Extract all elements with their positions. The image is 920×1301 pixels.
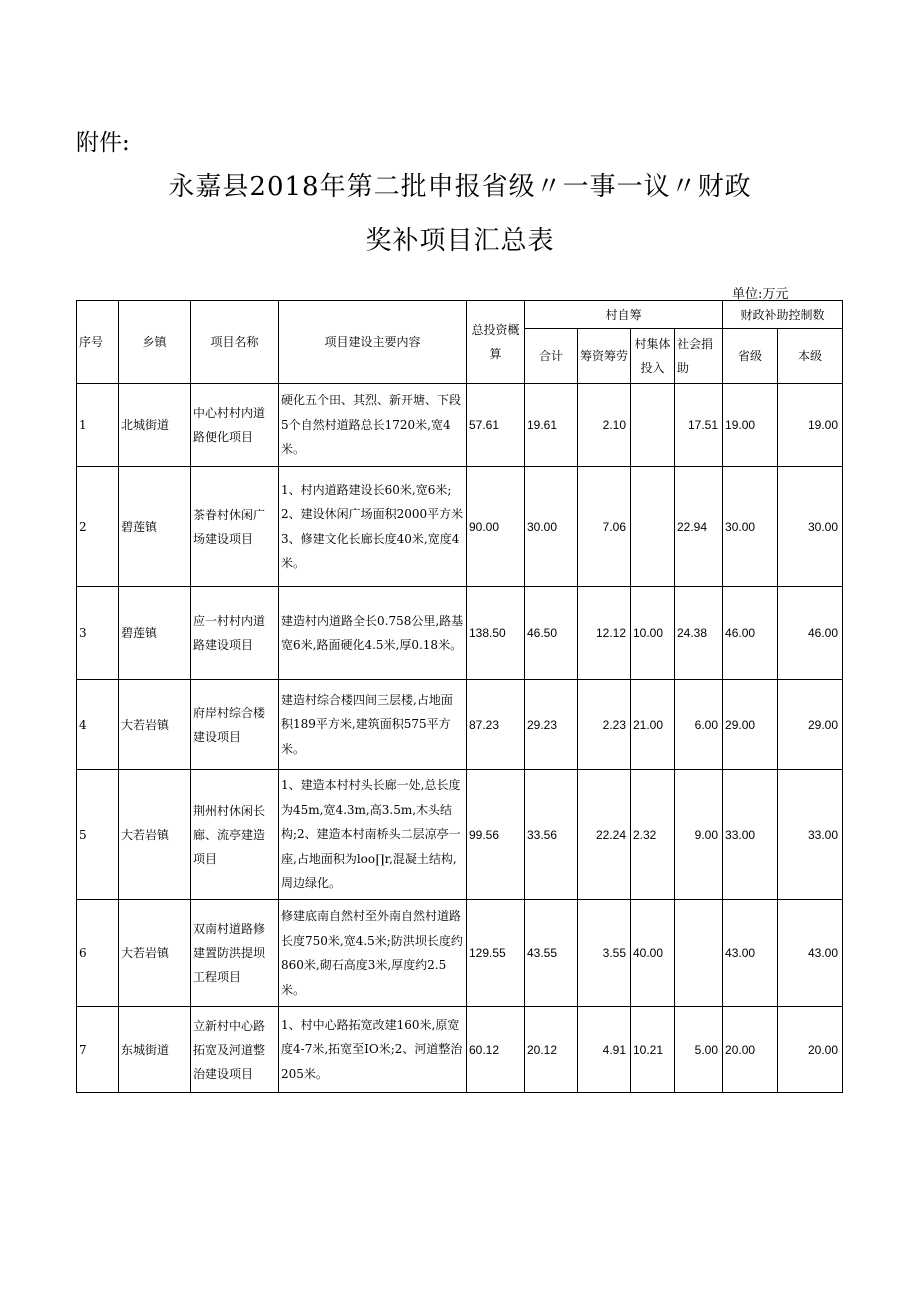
cell-total: 90.00 (467, 467, 525, 587)
cell-project-name: 双南村道路修建置防洪提坝工程项目 (191, 900, 279, 1007)
header-village-self: 村自筹 (525, 301, 723, 329)
cell-town: 大若岩镇 (119, 680, 191, 770)
cell-seq: 2 (77, 467, 119, 587)
attachment-label: 附件: (76, 130, 130, 156)
cell-county: 30.00 (778, 467, 843, 587)
cell-collective (631, 384, 675, 467)
cell-county: 33.00 (778, 770, 843, 900)
cell-content: 修建底南自然村至外南自然村道路长度750米,宽4.5米;防洪坝长度约860米,砌石高度3米,厚度约2.5米。 (279, 900, 467, 1007)
cell-collective (631, 467, 675, 587)
header-fiscal: 财政补助控制数 (723, 301, 843, 329)
page-title-line2: 奖补项目汇总表 (365, 226, 555, 256)
cell-labor: 12.12 (578, 587, 631, 680)
header-province: 省级 (723, 329, 778, 384)
cell-donation (675, 900, 723, 1007)
cell-project-name: 荆州村休闲长廊、流亭建造项目 (191, 770, 279, 900)
cell-town: 大若岩镇 (119, 770, 191, 900)
table-row (77, 467, 843, 587)
table-row (77, 384, 843, 467)
table-row (77, 587, 843, 680)
cell-project-name: 应一村村内道路建设项目 (191, 587, 279, 680)
header-county: 本级 (778, 329, 843, 384)
cell-donation: 17.51 (675, 384, 723, 467)
cell-donation: 5.00 (675, 1007, 723, 1093)
table-row (77, 770, 843, 900)
cell-total: 129.55 (467, 900, 525, 1007)
cell-town: 碧莲镇 (119, 467, 191, 587)
cell-town: 大若岩镇 (119, 900, 191, 1007)
unit-label: 单位:万元 (732, 287, 789, 302)
cell-content: 建造村内道路全长0.758公里,路基宽6米,路面硬化4.5米,厚0.18米。 (279, 587, 467, 680)
cell-subtotal: 43.55 (525, 900, 578, 1007)
cell-collective: 10.21 (631, 1007, 675, 1093)
cell-content: 建造村综合楼四间三层楼,占地面积189平方米,建筑面积575平方米。 (279, 680, 467, 770)
cell-county: 43.00 (778, 900, 843, 1007)
cell-town: 北城街道 (119, 384, 191, 467)
cell-total: 99.56 (467, 770, 525, 900)
header-town: 乡镇 (119, 301, 191, 384)
cell-seq: 1 (77, 384, 119, 467)
page-title-line1: 永嘉县2018年第二批申报省级〃一事一议〃财政 (168, 172, 752, 202)
cell-subtotal: 20.12 (525, 1007, 578, 1093)
header-subtotal: 合计 (525, 329, 578, 384)
cell-total: 87.23 (467, 680, 525, 770)
cell-county: 20.00 (778, 1007, 843, 1093)
cell-labor: 3.55 (578, 900, 631, 1007)
cell-province: 33.00 (723, 770, 778, 900)
cell-town: 碧莲镇 (119, 587, 191, 680)
header-total: 总投资概算 (467, 301, 525, 384)
cell-province: 19.00 (723, 384, 778, 467)
cell-collective: 40.00 (631, 900, 675, 1007)
cell-seq: 7 (77, 1007, 119, 1093)
cell-project-name: 立新村中心路拓宽及河道整治建设项目 (191, 1007, 279, 1093)
cell-county: 19.00 (778, 384, 843, 467)
cell-labor: 22.24 (578, 770, 631, 900)
cell-total: 57.61 (467, 384, 525, 467)
cell-donation: 9.00 (675, 770, 723, 900)
header-seq: 序号 (77, 301, 119, 384)
cell-donation: 6.00 (675, 680, 723, 770)
cell-project-name: 茶眷村休闲广场建设项目 (191, 467, 279, 587)
header-donation: 社会捐助 (675, 329, 723, 384)
cell-province: 30.00 (723, 467, 778, 587)
cell-subtotal: 19.61 (525, 384, 578, 467)
cell-province: 20.00 (723, 1007, 778, 1093)
cell-total: 60.12 (467, 1007, 525, 1093)
cell-content: 1、村中心路拓宽改建160米,原宽度4-7米,拓宽至IO米;2、河道整治205米。 (279, 1007, 467, 1093)
cell-labor: 2.10 (578, 384, 631, 467)
cell-seq: 5 (77, 770, 119, 900)
cell-county: 29.00 (778, 680, 843, 770)
cell-seq: 3 (77, 587, 119, 680)
cell-province: 29.00 (723, 680, 778, 770)
cell-subtotal: 30.00 (525, 467, 578, 587)
cell-town: 东城街道 (119, 1007, 191, 1093)
cell-labor: 7.06 (578, 467, 631, 587)
cell-seq: 4 (77, 680, 119, 770)
cell-collective: 10.00 (631, 587, 675, 680)
cell-donation: 24.38 (675, 587, 723, 680)
header-content: 项目建设主要内容 (279, 301, 467, 384)
project-summary-table (76, 300, 843, 1093)
cell-province: 46.00 (723, 587, 778, 680)
cell-subtotal: 33.56 (525, 770, 578, 900)
cell-county: 46.00 (778, 587, 843, 680)
cell-subtotal: 46.50 (525, 587, 578, 680)
cell-seq: 6 (77, 900, 119, 1007)
table-row (77, 900, 843, 1007)
table-row (77, 680, 843, 770)
cell-labor: 2.23 (578, 680, 631, 770)
cell-labor: 4.91 (578, 1007, 631, 1093)
cell-content: 硬化五个田、其烈、新开塘、下段5个自然村道路总长1720米,宽4米。 (279, 384, 467, 467)
table-row (77, 1007, 843, 1093)
cell-project-name: 府岸村综合楼建设项目 (191, 680, 279, 770)
cell-content: 1、村内道路建设长60米,宽6米;2、建设休闲广场面积2000平方米3、修建文化长廊长度40米,宽度4米。 (279, 467, 467, 587)
header-collective: 村集体投入 (631, 329, 675, 384)
cell-collective: 21.00 (631, 680, 675, 770)
header-row-1 (77, 301, 843, 329)
header-labor: 筹资筹劳 (578, 329, 631, 384)
cell-total: 138.50 (467, 587, 525, 680)
cell-subtotal: 29.23 (525, 680, 578, 770)
cell-donation: 22.94 (675, 467, 723, 587)
cell-content: 1、建造本村村头长廊一处,总长度为45m,宽4.3m,高3.5m,木头结构;2、建造本村南桥头二层凉亭一座,占地面积为loo∏r,混凝土结构,周边绿化。 (279, 770, 467, 900)
cell-province: 43.00 (723, 900, 778, 1007)
cell-collective: 2.32 (631, 770, 675, 900)
header-project-name: 项目名称 (191, 301, 279, 384)
cell-project-name: 中心村村内道路便化项目 (191, 384, 279, 467)
